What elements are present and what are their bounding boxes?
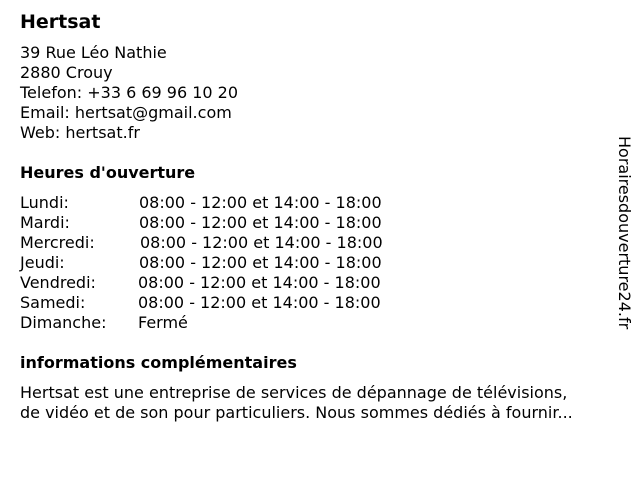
hours-row-dimanche <box>20 313 610 333</box>
hours-day: Jeudi: <box>20 253 65 272</box>
web-line: Web: hertsat.fr <box>20 123 140 142</box>
hours-time: 08:00 - 12:00 et 14:00 - 18:00 <box>138 273 381 292</box>
hours-row-samedi <box>20 293 610 313</box>
site-watermark: Horairesdouverture24.fr <box>615 136 634 330</box>
hours-day: Samedi: <box>20 293 86 312</box>
hours-row-vendredi <box>20 273 610 293</box>
hours-time: 08:00 - 12:00 et 14:00 - 18:00 <box>139 213 382 232</box>
hours-day: Dimanche: <box>20 313 107 332</box>
hours-time: 08:00 - 12:00 et 14:00 - 18:00 <box>140 233 383 252</box>
address-city: 2880 Crouy <box>20 63 113 82</box>
hours-row-mardi <box>20 213 610 233</box>
hours-day: Mardi: <box>20 213 70 232</box>
hours-row-lundi <box>20 193 610 213</box>
hours-row-jeudi <box>20 253 610 273</box>
hours-time: 08:00 - 12:00 et 14:00 - 18:00 <box>139 253 382 272</box>
hours-day: Mercredi: <box>20 233 95 252</box>
hours-time: 08:00 - 12:00 et 14:00 - 18:00 <box>139 193 382 212</box>
info-description-line: Hertsat est une entreprise de services de dépannage de télévisions, <box>20 383 568 402</box>
hours-row-mercredi <box>20 233 610 253</box>
hours-day: Vendredi: <box>20 273 96 292</box>
hours-time: Fermé <box>138 313 188 332</box>
hours-time: 08:00 - 12:00 et 14:00 - 18:00 <box>138 293 381 312</box>
phone-line: Telefon: +33 6 69 96 10 20 <box>20 83 239 102</box>
hours-heading: Heures d'ouverture <box>20 163 196 182</box>
email-line: Email: hertsat@gmail.com <box>20 103 232 122</box>
address-street: 39 Rue Léo Nathie <box>20 43 167 62</box>
hours-table <box>20 193 610 333</box>
info-heading: informations complémentaires <box>20 353 297 372</box>
info-description-line: de vidéo et de son pour particuliers. Nous sommes dédiés à fournir... <box>20 403 573 422</box>
hours-day: Lundi: <box>20 193 69 212</box>
business-card <box>20 10 610 423</box>
business-name: Hertsat <box>20 11 101 33</box>
